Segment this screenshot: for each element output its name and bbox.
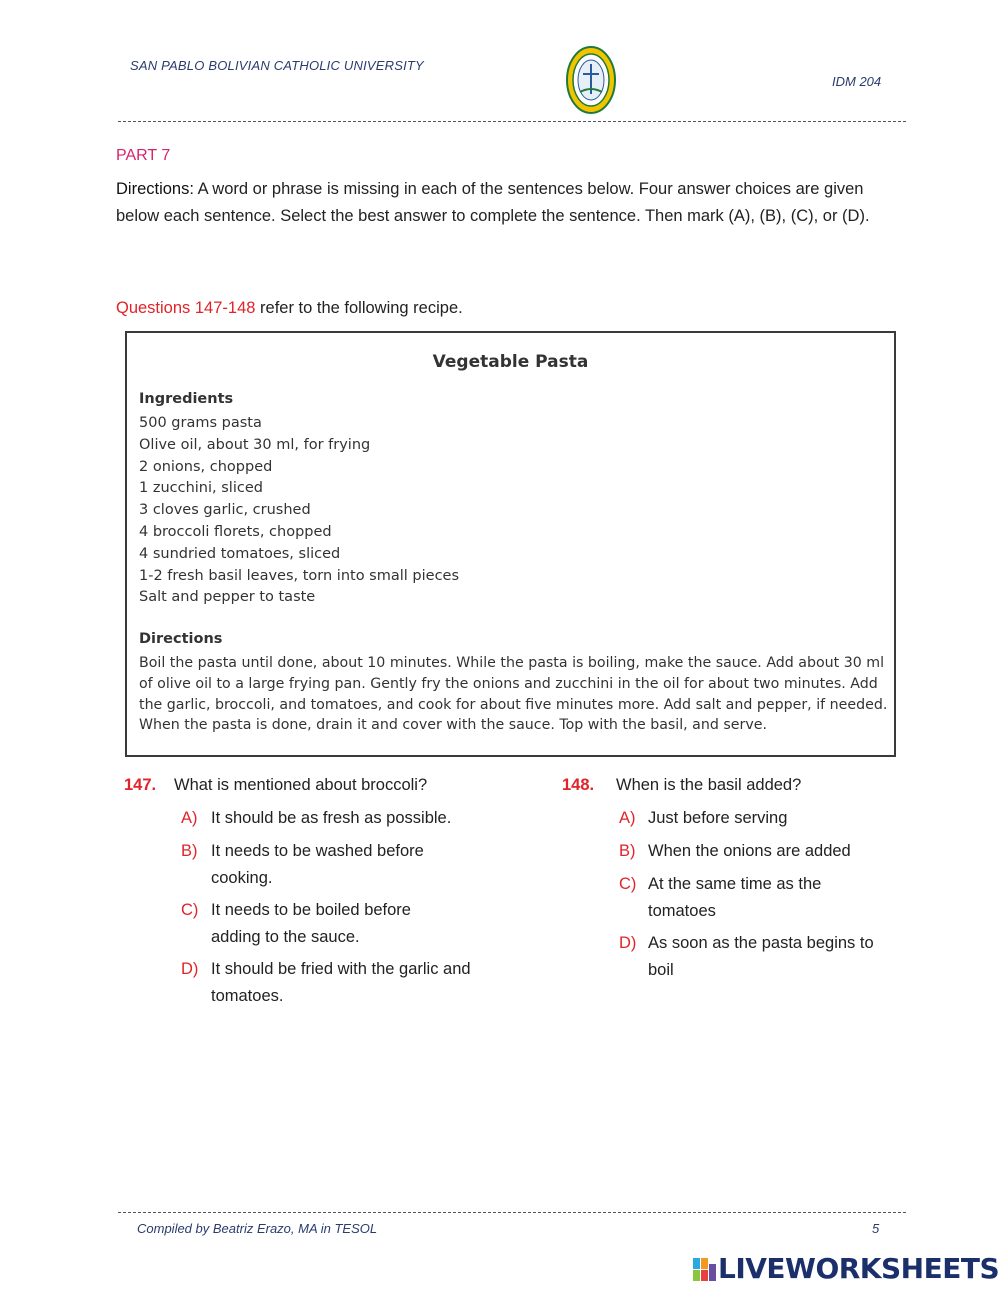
q148-option-b-text[interactable]: When the onions are added [648, 842, 851, 860]
university-seal-icon [566, 46, 616, 114]
liveworksheets-brand[interactable]: LIVEWORKSHEETS [718, 1252, 1000, 1285]
course-code: IDM 204 [832, 74, 882, 89]
question-147-number: 147. [124, 776, 157, 794]
q148-option-a-letter[interactable]: A) [619, 809, 636, 827]
liveworksheets-logo-icon [693, 1258, 717, 1282]
q148-option-c-letter[interactable]: C) [619, 875, 637, 893]
questions-reference: Questions 147-148 [116, 299, 256, 317]
directions-paragraph [116, 176, 896, 229]
questions-intro [116, 295, 896, 322]
ingredient-item: Salt and pepper to taste [139, 589, 316, 606]
page-number: 5 [872, 1221, 880, 1236]
footer-divider [118, 1212, 906, 1213]
ingredient-item: 1 zucchini, sliced [139, 480, 263, 497]
ingredient-item: 500 grams pasta [139, 415, 262, 431]
ingredient-item: 2 onions, chopped [139, 458, 273, 475]
recipe-title: Vegetable Pasta [432, 352, 589, 372]
directions-label: Directions: [116, 180, 194, 198]
q148-option-a-text[interactable]: Just before serving [648, 809, 788, 827]
q147-option-c-letter[interactable]: C) [181, 901, 199, 919]
ingredient-item: Olive oil, about 30 ml, for frying [139, 436, 371, 453]
recipe-box [125, 331, 896, 757]
university-name: SAN PABLO BOLIVIAN CATHOLIC UNIVERSITY [130, 58, 424, 73]
q147-option-a-letter[interactable]: A) [181, 809, 198, 827]
part-title: PART 7 [116, 147, 171, 164]
recipe-directions-heading: Directions [139, 631, 223, 647]
ingredient-item: 1-2 fresh basil leaves, torn into small pieces [139, 567, 460, 584]
q148-option-c-text[interactable]: At the same time as the tomatoes [648, 875, 822, 920]
ingredient-item: 4 sundried tomatoes, sliced [139, 545, 341, 562]
q147-option-d-text[interactable]: It should be fried with the garlic and tomatoes. [211, 960, 471, 1005]
footer-compiled-by: Compiled by Beatriz Erazo, MA in TESOL [137, 1221, 378, 1236]
q147-option-c-text[interactable]: It needs to be boiled before adding to the sauce. [211, 901, 411, 946]
ingredients-list [139, 413, 459, 609]
q148-option-b-letter[interactable]: B) [619, 842, 636, 860]
q148-option-d-letter[interactable]: D) [619, 934, 637, 952]
q147-option-d-letter[interactable]: D) [181, 960, 199, 978]
ingredient-item: 3 cloves garlic, crushed [139, 502, 311, 519]
header-divider [118, 121, 906, 122]
question-147-text: What is mentioned about broccoli? [174, 776, 428, 794]
q147-option-b-letter[interactable]: B) [181, 842, 198, 860]
ingredient-item: 4 broccoli florets, chopped [139, 523, 332, 540]
q147-option-a-text[interactable]: It should be as fresh as possible. [211, 809, 452, 827]
directions-text: A word or phrase is missing in each of the sentences below. Four answer choices are given below each sentence. Select the best answer to complete the sentence. Then mark (A), (B), (C), or (D). [116, 180, 870, 225]
questions-intro-text: refer to the following recipe. [255, 299, 463, 317]
question-148-number: 148. [562, 776, 595, 794]
question-148-text: When is the basil added? [616, 776, 802, 794]
ingredients-heading: Ingredients [139, 391, 234, 407]
q147-option-b-text[interactable]: It needs to be washed before cooking. [211, 842, 424, 887]
q148-option-d-text[interactable]: As soon as the pasta begins to boil [648, 934, 874, 979]
recipe-directions-text: Boil the pasta until done, about 10 minutes. While the pasta is boiling, make the sauce. Add about 30 ml of olive oil to a large frying pan. Gently fry the onions and zucchini in the oil for about two minutes. Add the garlic, broccoli, and tomatoes, and cook for about five minutes more. Add salt and pepper, if needed. When the pasta is done, drain it and cover with the sauce. Top with the basil, and serve. [139, 655, 888, 734]
